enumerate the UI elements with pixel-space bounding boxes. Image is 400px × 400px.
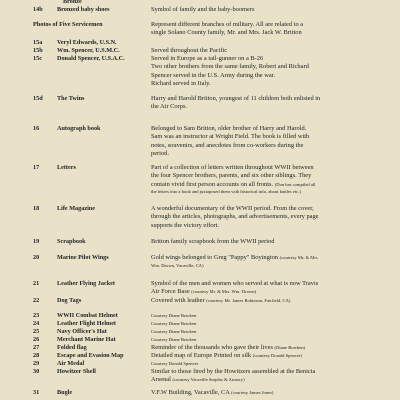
item-description: Represent different branches of military. All are related to a single Solano County family, Mr. and Mrs. Jack W. Britton xyxy=(151,21,304,37)
item-description: V.F.W Building, Vacaville, CA (courtesy James Jones) xyxy=(151,389,274,396)
item-name: Escape and Evasion Map xyxy=(57,352,124,359)
item-name: Navy Officer's Hat xyxy=(57,328,107,335)
item-number: 25 xyxy=(33,328,40,335)
item-number: 28 xyxy=(33,352,40,359)
item-name: Leather Flying Jacket xyxy=(57,280,115,287)
item-name: Bronzed baby shoes xyxy=(57,6,110,13)
item-description: Symbol of family and the baby-boomers xyxy=(151,6,255,13)
item-number: 22 xyxy=(33,297,40,304)
item-number: 14b xyxy=(33,6,43,13)
credit-note: the letters into a book and juxtaposed them with historical info, about battles etc.) xyxy=(151,189,301,195)
item-name: Leather Flight Helmet xyxy=(57,320,116,327)
item-description: Similar to those fired by the Howitzers assembled at the Benicia Arsenal (courtesy Vacaville Surplus & Armory) xyxy=(151,368,316,384)
item-name: Dog Tags xyxy=(57,297,82,304)
credit-note: Courtesy Diane Bracken xyxy=(151,329,197,334)
item-name: Autograph book xyxy=(57,125,101,132)
item-number: 18 xyxy=(33,205,40,212)
item-number: 27 xyxy=(33,344,40,351)
item-number: 15d xyxy=(33,95,43,102)
credit-note: Courtesy Diane Bracken xyxy=(151,313,197,318)
item-number: 20 xyxy=(33,254,40,261)
credit-note: Courtesy Donald Spencer xyxy=(151,361,199,366)
credit-note: (Diane Bracken) xyxy=(274,345,306,350)
item-name: Howitzer Shell xyxy=(57,368,96,375)
credit-note: (courtesy Mr. & Mrs. Wm. Drown) xyxy=(191,289,257,295)
section-heading: Photos of Five Servicemen xyxy=(33,21,103,28)
item-description: Served in Europe as a tail-gunner on a B-26 Two other brothers from the same family, Robert and Richard Spencer served in the U.S. Army during the war. Richard served in Italy. xyxy=(151,55,309,88)
item-description: Belonged to Sam Britton, older brother of Harry and Harold. Sam was an instructor at Wright Field. The book is filled with notes, souvenirs, and anecdotes from co-workers during the period. xyxy=(151,125,310,158)
item-description: Covered with leather (courtesy Mr. James Robinson, Fairfield, CA) xyxy=(151,297,291,304)
item-description: Symbol of the men and women who served at what is now Travis Air Force Base (courtesy Mr. & Mrs. Wm. Drown) xyxy=(151,280,319,296)
item-number: 26 xyxy=(33,336,40,343)
credit-note: Courtesy Diane Bracken xyxy=(151,337,197,342)
item-name: Letters xyxy=(57,164,76,171)
credit-note: (courtesy James Jones) xyxy=(231,390,274,395)
item-name: Bronze xyxy=(63,0,82,5)
item-description: Part of a collection of letters written throughout WWII between the four Spencer brothers, parents, and six other siblings. They contain vivid first person accounts on all fronts. (Don has compiled all the letters into a book and juxtaposed them with historical info, about battles etc.) xyxy=(151,164,381,195)
credit-note: (courtesy Donald Spencer) xyxy=(252,353,302,358)
item-number: 19 xyxy=(33,238,40,245)
item-number: 15c xyxy=(33,55,42,62)
item-name: Veryl Edwards, U.S.N. xyxy=(57,39,117,46)
item-description: A wonderful documentary of the WWII period. From the cover, through the articles, photographs, and advertisements, every page supports the victory effort. xyxy=(151,205,319,229)
item-description: Detailed map of Europe Printed on silk (courtesy Donald Spencer) xyxy=(151,352,302,359)
item-name: Marine Pilot Wings xyxy=(57,254,109,261)
item-name: Wm. Spencer, U.S.M.C. xyxy=(57,47,120,54)
credit-note: (Don has compiled all xyxy=(274,181,316,187)
item-name: Bugle xyxy=(57,389,73,396)
item-number: 30 xyxy=(33,368,40,375)
item-number: 15a xyxy=(33,39,43,46)
item-description: Reminder of the thousands who gave their lives (Diane Bracken) xyxy=(151,344,306,351)
credit-note: Wm. Drown, Vacaville, CA) xyxy=(151,263,204,269)
item-description: Gold wings belonged to Greg "Pappy" Boyington (courtesy Mr. & Mrs Wm. Drown, Vacaville, CA) xyxy=(151,254,381,271)
item-name: Air Medal xyxy=(57,360,85,367)
item-description: Britton family scrapbook from the WWII period xyxy=(151,238,275,245)
item-number: 31 xyxy=(33,389,40,396)
item-number: 15b xyxy=(33,47,43,54)
item-name: Donald Spencer, U.S.A.C. xyxy=(57,55,125,62)
item-name: Life Magazine xyxy=(57,205,95,212)
item-name: The Twins xyxy=(57,95,85,102)
credit-note: Courtesy Diane Bracken xyxy=(151,321,197,326)
item-number: 21 xyxy=(33,280,40,287)
item-number: 29 xyxy=(33,360,40,367)
item-description: Served throughout the Pacific xyxy=(151,47,228,54)
item-number: 17 xyxy=(33,164,40,171)
item-number: 23 xyxy=(33,312,40,319)
item-name: WWII Combat Helmet xyxy=(57,312,118,319)
item-number: 16 xyxy=(33,125,40,132)
item-number: 24 xyxy=(33,320,40,327)
item-name: Folded flag xyxy=(57,344,87,351)
credit-note: (courtesy Mr. & Mrs xyxy=(279,255,318,260)
credit-note: (courtesy Mr. James Robinson, Fairfield, CA) xyxy=(206,298,291,303)
item-name: Merchant Marine Hat xyxy=(57,336,116,343)
credit-note: (courtesy Vacaville Surplus & Armory) xyxy=(172,377,245,383)
item-name: Scrapbook xyxy=(57,238,86,245)
item-description: Harry and Harold Britton, youngest of 11 children both enlisted in the Air Corps. xyxy=(151,95,321,111)
